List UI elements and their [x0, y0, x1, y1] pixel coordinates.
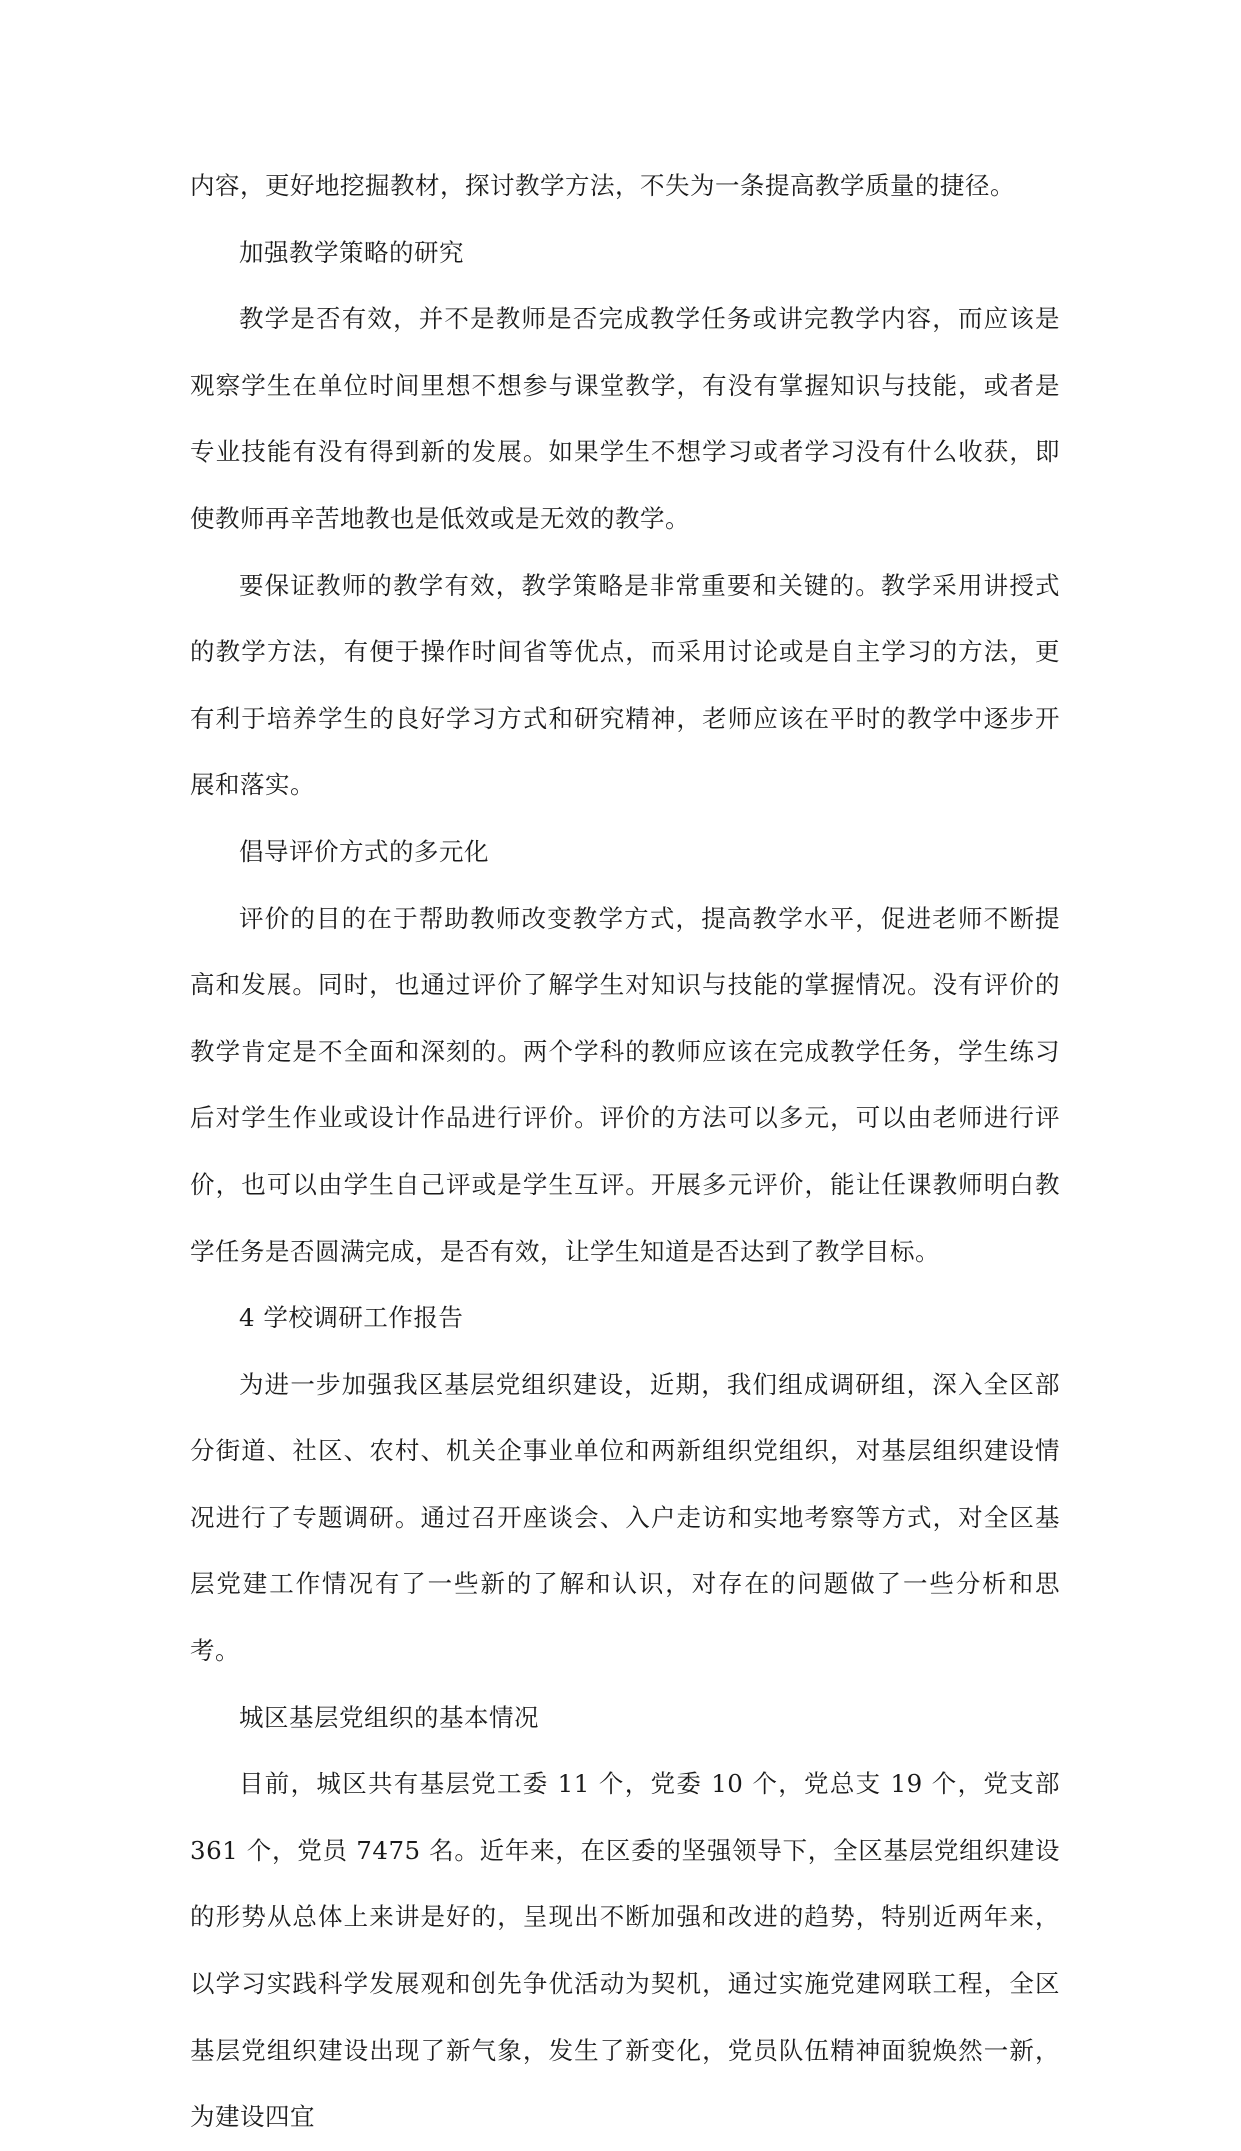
section-heading-diverse-evaluation: 倡导评价方式的多元化	[239, 836, 489, 866]
section-heading-school-report: 4 学校调研工作报告	[239, 1303, 464, 1333]
paragraph: 要保证教师的教学有效，教学策略是非常重要和关键的。教学采用讲授式的教学方法，有便于操作时间省等优点，而采用讨论或是自主学习的方法，更有利于培养学生的良好学习方式和研究精神，老师应该在平时的教学中逐步开展和落实。	[190, 570, 1060, 800]
continued-paragraph: 内容，更好地挖掘教材，探讨教学方法，不失为一条提高教学质量的捷径。	[190, 171, 1015, 200]
paragraph: 为进一步加强我区基层党组织建设，近期，我们组成调研组，深入全区部分街道、社区、农村、机关企事业单位和两新组织党组织，对基层组织建设情况进行了专题调研。通过召开座谈会、入户走访和实地考察等方式，对全区基层党建工作情况有了一些新的了解和认识，对存在的问题做了一些分析和思考。	[190, 1369, 1060, 1666]
document-body	[190, 153, 1060, 2151]
paragraph: 评价的目的在于帮助教师改变教学方式，提高教学水平，促进老师不断提高和发展。同时，也通过评价了解学生对知识与技能的掌握情况。没有评价的教学肯定是不全面和深刻的。两个学科的教师应该在完成教学任务，学生练习后对学生作业或设计作品进行评价。评价的方法可以多元，可以由老师进行评价，也可以由学生自己评或是学生互评。开展多元评价，能让任课教师明白教学任务是否圆满完成，是否有效，让学生知道是否达到了教学目标。	[190, 903, 1060, 1266]
paragraph: 目前，城区共有基层党工委 11 个，党委 10 个，党总支 19 个，党支部 361 个，党员 7475 名。近年来，在区委的坚强领导下，全区基层党组织建设的形势从总体上来讲是好的，呈现出不断加强和改进的趋势，特别近两年来，以学习实践科学发展观和创先争优活动为契机，通过实施党建网联工程，全区基层党组织建设出现了新气象，发生了新变化，党员队伍精神面貌焕然一新，为建设四宜	[190, 1769, 1060, 2132]
paragraph: 教学是否有效，并不是教师是否完成教学任务或讲完教学内容，而应该是观察学生在单位时间里想不想参与课堂教学，有没有掌握知识与技能，或者是专业技能有没有得到新的发展。如果学生不想学习或者学习没有什么收获，即使教师再辛苦地教也是低效或是无效的教学。	[190, 304, 1060, 533]
section-heading-basic-situation: 城区基层党组织的基本情况	[239, 1702, 539, 1732]
section-heading-teaching-strategy: 加强教学策略的研究	[239, 237, 464, 267]
